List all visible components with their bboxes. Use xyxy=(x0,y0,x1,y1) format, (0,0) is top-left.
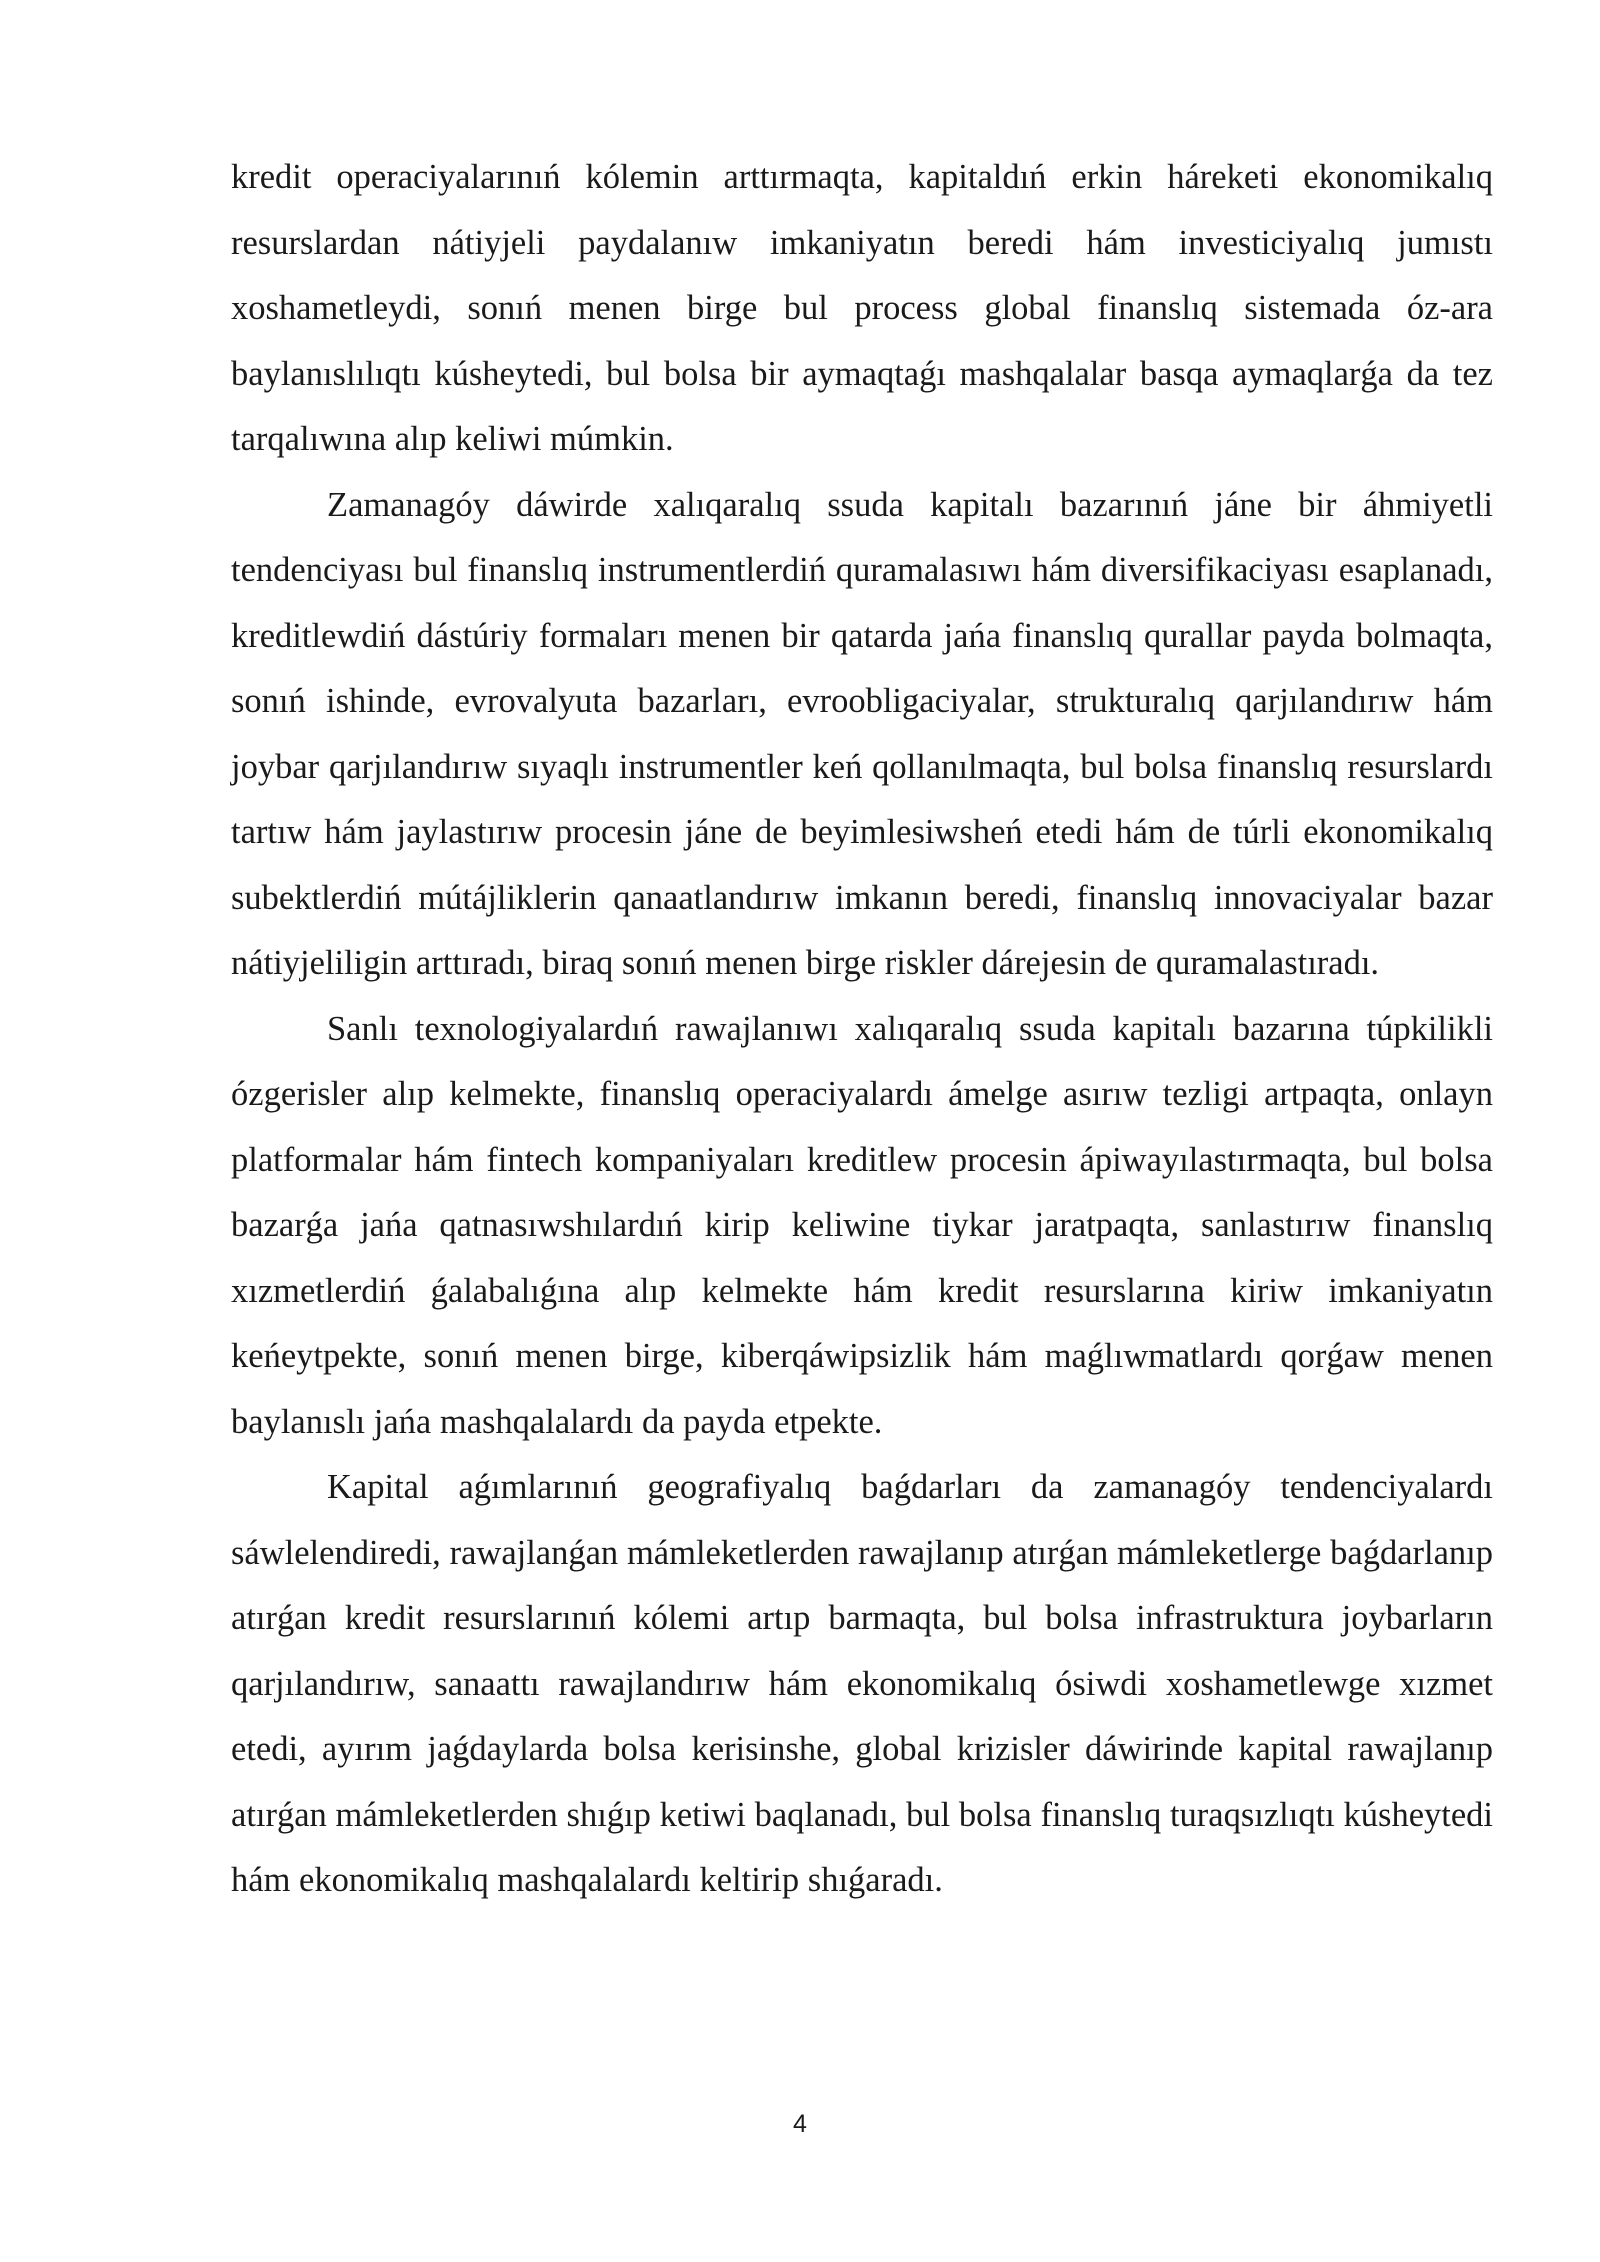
paragraph-2: Zamanagóy dáwirde xalıqaralıq ssuda kapitalı bazarınıń jáne bir áhmiyetli tendenciyası bul finanslıq instrumentlerdiń quramalasıwı hám diversifikaciyası esaplanadı, kreditlewdiń dástúriy formaları menen bir qatarda jańa finanslıq qurallar payda bolmaqta, sonıń ishinde, evrovalyuta bazarları, evroobligaciyalar, strukturalıq qarjılandırıw hám joybar qarjılandırıw sıyaqlı instrumentler keń qollanılmaqta, bul bolsa finanslıq resurslardı tartıw hám jaylastırıw procesin jáne de beyimlesiwsheń etedi hám de túrli ekonomikalıq subektlerdiń mútájliklerin qanaatlandırıw imkanın beredi, finanslıq innovaciyalar bazar nátiyjeliligin arttıradı, biraq sonıń menen birge riskler dárejesin de quramalastıradı. xyxy=(231,485,1493,982)
page-number: 4 xyxy=(793,2110,807,2138)
paragraph-1: kredit operaciyalarınıń kólemin arttırmaqta, kapitaldıń erkin háreketi ekonomikalıq resurslardan nátiyjeli paydalanıw imkaniyatın beredi hám investiciyalıq jumıstı xoshametleydi, sonıń menen birge bul process global finanslıq sistemada óz-ara baylanıslılıqtı kúsheytedi, bul bolsa bir aymaqtaǵı mashqalalar basqa aymaqlarǵa da tez tarqalıwına alıp keliwi múmkin. xyxy=(231,158,1493,458)
paragraph-4: Kapital aǵımlarınıń geografiyalıq baǵdarları da zamanagóy tendenciyalardı sáwlelendiredi, rawajlanǵan mámleketlerden rawajlanıp atırǵan mámleketlerge baǵdarlanıp atırǵan kredit resurslarınıń kólemi artıp barmaqta, bul bolsa infrastruktura joybarların qarjılandırıw, sanaattı rawajlandırıw hám ekonomikalıq ósiwdi xoshametlewge xızmet etedi, ayırım jaǵdaylarda bolsa kerisinshe, global krizisler dáwirinde kapital rawajlanıp atırǵan mámleketlerden shıǵıp ketiwi baqlanadı, bul bolsa finanslıq turaqsızlıqtı kúsheytedi hám ekonomikalıq mashqalalardı keltirip shıǵaradı. xyxy=(231,1468,1493,1899)
paragraph-3: Sanlı texnologiyalardıń rawajlanıwı xalıqaralıq ssuda kapitalı bazarına túpkilikli ózgerisler alıp kelmekte, finanslıq operaciyalardı ámelge asırıw tezligi artpaqta, onlayn platformalar hám fintech kompaniyaları kreditlew procesin ápiwayılastırmaqta, bul bolsa bazarǵa jańa qatnasıwshılardıń kirip keliwine tiykar jaratpaqta, sanlastırıw finanslıq xızmetlerdiń ǵalabalıǵına alıp kelmekte hám kredit resurslarına kiriw imkaniyatın keńeytpekte, sonıń menen birge, kiberqáwipsizlik hám maǵlıwmatlardı qorǵaw menen baylanıslı jańa mashqalalardı da payda etpekte. xyxy=(231,1009,1493,1441)
body-text xyxy=(231,145,1493,1914)
